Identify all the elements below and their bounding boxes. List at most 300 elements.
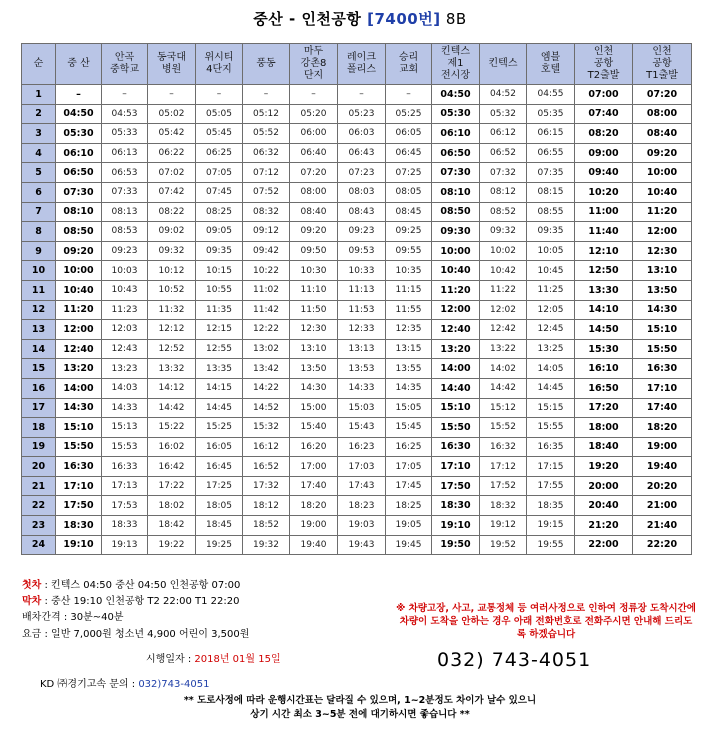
table-cell: 17:13	[102, 476, 148, 496]
table-cell: 06:55	[527, 143, 575, 163]
table-cell: 11:10	[290, 280, 338, 300]
table-cell: 06:25	[196, 143, 243, 163]
table-cell: 07:40	[575, 104, 633, 124]
table-row	[22, 339, 692, 359]
table-row	[22, 124, 692, 144]
table-cell: 11:13	[338, 280, 386, 300]
table-cell: 14:40	[432, 378, 480, 398]
table-cell: 07:30	[56, 182, 102, 202]
table-cell: 07:52	[243, 182, 290, 202]
row-number: 24	[22, 535, 56, 555]
table-cell: 08:32	[243, 202, 290, 222]
table-cell: 17:53	[102, 496, 148, 516]
table-cell: 09:25	[386, 222, 432, 242]
column-header: 순	[22, 44, 56, 85]
row-number: 15	[22, 359, 56, 379]
table-cell: 06:22	[148, 143, 196, 163]
table-cell: 14:30	[633, 300, 692, 320]
table-cell: 17:05	[386, 457, 432, 477]
table-row	[22, 457, 692, 477]
table-cell: 16:25	[386, 437, 432, 457]
table-cell: 16:05	[196, 437, 243, 457]
row-number: 9	[22, 241, 56, 261]
table-cell: 06:50	[56, 163, 102, 183]
table-cell: 11:50	[290, 300, 338, 320]
table-cell: 10:43	[102, 280, 148, 300]
table-cell: 18:00	[575, 418, 633, 438]
last-bus-text: : 중산 19:10 인천공항 T2 22:00 T1 22:20	[41, 596, 240, 607]
table-cell: 06:40	[290, 143, 338, 163]
table-cell: 07:45	[196, 182, 243, 202]
table-cell: 18:30	[432, 496, 480, 516]
table-cell: 07:05	[196, 163, 243, 183]
table-cell: 15:22	[148, 418, 196, 438]
table-cell: 05:25	[386, 104, 432, 124]
table-cell: 11:20	[56, 300, 102, 320]
table-cell: 13:20	[56, 359, 102, 379]
table-cell: 09:23	[338, 222, 386, 242]
table-cell: 06:52	[480, 143, 527, 163]
table-row	[22, 182, 692, 202]
table-cell: 17:15	[527, 457, 575, 477]
table-cell: 06:43	[338, 143, 386, 163]
table-cell: 14:03	[102, 378, 148, 398]
table-cell: 10:40	[633, 182, 692, 202]
column-header: 풍동	[243, 44, 290, 85]
table-cell: 17:40	[633, 398, 692, 418]
table-cell: 12:42	[480, 320, 527, 340]
table-cell: 14:30	[56, 398, 102, 418]
kd-phone: 032)743-4051	[138, 679, 210, 690]
table-cell: 04:50	[432, 85, 480, 105]
table-cell: 16:30	[633, 359, 692, 379]
table-cell: 18:30	[56, 516, 102, 536]
table-cell: 13:50	[290, 359, 338, 379]
table-cell: 05:12	[243, 104, 290, 124]
table-cell: 10:30	[290, 261, 338, 281]
table-cell: 19:22	[148, 535, 196, 555]
table-row	[22, 496, 692, 516]
table-cell: 09:02	[148, 222, 196, 242]
footer-line-2: 상기 시간 최소 3~5분 전에 대기하시면 좋습니다 **	[250, 709, 470, 720]
row-number: 6	[22, 182, 56, 202]
table-cell: 15:45	[386, 418, 432, 438]
table-cell: 09:35	[527, 222, 575, 242]
table-cell: 07:33	[102, 182, 148, 202]
row-number: 12	[22, 300, 56, 320]
table-cell: 18:32	[480, 496, 527, 516]
table-cell: 07:12	[243, 163, 290, 183]
table-cell: 06:12	[480, 124, 527, 144]
table-row	[22, 535, 692, 555]
table-cell: 18:35	[527, 496, 575, 516]
table-cell: 17:10	[633, 378, 692, 398]
column-header: 킨텍스 제1 전시장	[432, 44, 480, 85]
column-header: 중 산	[56, 44, 102, 85]
phone-number: 032) 743-4051	[437, 649, 592, 671]
first-bus-info	[22, 576, 240, 591]
table-cell: 08:52	[480, 202, 527, 222]
table-cell: 19:43	[338, 535, 386, 555]
table-cell: 09:42	[243, 241, 290, 261]
table-cell: 10:40	[56, 280, 102, 300]
table-cell: 06:03	[338, 124, 386, 144]
table-cell: 12:33	[338, 320, 386, 340]
table-cell: 19:20	[575, 457, 633, 477]
table-cell: 19:25	[196, 535, 243, 555]
table-cell: 07:23	[338, 163, 386, 183]
table-cell: 11:15	[386, 280, 432, 300]
table-cell: 12:43	[102, 339, 148, 359]
table-cell: 15:32	[243, 418, 290, 438]
table-cell: 17:40	[290, 476, 338, 496]
table-cell: 11:42	[243, 300, 290, 320]
table-cell: 14:35	[386, 378, 432, 398]
table-cell: 12:40	[56, 339, 102, 359]
table-cell: –	[148, 85, 196, 105]
start-date-value: 2018년 01월 15일	[194, 654, 281, 665]
table-cell: 16:10	[575, 359, 633, 379]
table-cell: 12:22	[243, 320, 290, 340]
table-cell: 18:20	[290, 496, 338, 516]
timetable	[21, 43, 692, 555]
table-cell: 16:35	[527, 437, 575, 457]
table-cell: 05:30	[432, 104, 480, 124]
table-cell: 08:00	[290, 182, 338, 202]
table-cell: 15:03	[338, 398, 386, 418]
table-cell: 15:25	[196, 418, 243, 438]
table-cell: 06:10	[432, 124, 480, 144]
table-cell: 08:13	[102, 202, 148, 222]
table-cell: 06:45	[386, 143, 432, 163]
table-cell: 07:20	[633, 85, 692, 105]
row-number: 7	[22, 202, 56, 222]
row-number: 3	[22, 124, 56, 144]
table-cell: 05:52	[243, 124, 290, 144]
table-cell: 14:33	[102, 398, 148, 418]
table-cell: 13:50	[633, 280, 692, 300]
table-cell: 09:12	[243, 222, 290, 242]
table-cell: 09:50	[290, 241, 338, 261]
table-cell: 16:20	[290, 437, 338, 457]
table-cell: 09:55	[386, 241, 432, 261]
table-cell: –	[290, 85, 338, 105]
table-cell: 10:20	[575, 182, 633, 202]
table-cell: 17:55	[527, 476, 575, 496]
table-cell: 11:00	[575, 202, 633, 222]
table-row	[22, 398, 692, 418]
table-cell: 16:02	[148, 437, 196, 457]
table-cell: 19:10	[56, 535, 102, 555]
table-row	[22, 261, 692, 281]
title-suffix: 8B	[440, 10, 467, 28]
column-header: 승리 교회	[386, 44, 432, 85]
table-cell: 21:20	[575, 516, 633, 536]
table-cell: 09:53	[338, 241, 386, 261]
table-cell: 19:40	[633, 457, 692, 477]
table-cell: 16:12	[243, 437, 290, 457]
table-cell: 15:00	[290, 398, 338, 418]
table-cell: 04:52	[480, 85, 527, 105]
table-row	[22, 476, 692, 496]
table-cell: 06:32	[243, 143, 290, 163]
table-cell: 06:50	[432, 143, 480, 163]
table-cell: 12:02	[480, 300, 527, 320]
table-cell: 15:10	[56, 418, 102, 438]
table-cell: 18:25	[386, 496, 432, 516]
row-number: 2	[22, 104, 56, 124]
first-bus-text: : 킨텍스 04:50 중산 04:50 인천공항 07:00	[41, 580, 241, 591]
table-row	[22, 359, 692, 379]
table-cell: 08:53	[102, 222, 148, 242]
row-number: 8	[22, 222, 56, 242]
row-number: 20	[22, 457, 56, 477]
row-number: 17	[22, 398, 56, 418]
table-cell: 15:50	[56, 437, 102, 457]
table-cell: 10:40	[432, 261, 480, 281]
table-cell: 14:02	[480, 359, 527, 379]
row-number: 1	[22, 85, 56, 105]
table-cell: 17:12	[480, 457, 527, 477]
table-cell: 08:50	[432, 202, 480, 222]
start-date	[146, 650, 281, 665]
table-cell: 19:45	[386, 535, 432, 555]
table-cell: 11:22	[480, 280, 527, 300]
row-number: 11	[22, 280, 56, 300]
table-row	[22, 516, 692, 536]
table-cell: 21:00	[633, 496, 692, 516]
table-cell: 05:45	[196, 124, 243, 144]
table-cell: 20:00	[575, 476, 633, 496]
table-cell: 13:32	[148, 359, 196, 379]
table-cell: 18:23	[338, 496, 386, 516]
table-cell: 13:30	[575, 280, 633, 300]
table-cell: 14:22	[243, 378, 290, 398]
table-row	[22, 143, 692, 163]
table-cell: 13:53	[338, 359, 386, 379]
table-cell: 08:20	[575, 124, 633, 144]
table-cell: 15:12	[480, 398, 527, 418]
table-cell: 09:35	[196, 241, 243, 261]
table-cell: 13:10	[290, 339, 338, 359]
table-cell: 17:10	[432, 457, 480, 477]
page-title	[0, 8, 720, 29]
table-cell: 09:40	[575, 163, 633, 183]
table-cell: 11:02	[243, 280, 290, 300]
column-header: 위시티 4단지	[196, 44, 243, 85]
table-cell: 17:20	[575, 398, 633, 418]
table-cell: 16:45	[196, 457, 243, 477]
title-main: 중산 - 인천공항	[253, 10, 368, 28]
table-cell: 15:53	[102, 437, 148, 457]
column-header: 안곡 중학교	[102, 44, 148, 85]
row-number: 14	[22, 339, 56, 359]
table-cell: 05:02	[148, 104, 196, 124]
table-cell: 04:53	[102, 104, 148, 124]
last-bus-label: 막차	[22, 596, 42, 607]
table-cell: 13:20	[432, 339, 480, 359]
table-cell: 06:15	[527, 124, 575, 144]
table-cell: 14:42	[480, 378, 527, 398]
table-cell: 10:35	[386, 261, 432, 281]
table-cell: 08:00	[633, 104, 692, 124]
table-cell: 08:10	[432, 182, 480, 202]
table-row	[22, 241, 692, 261]
table-cell: 09:32	[480, 222, 527, 242]
table-row	[22, 378, 692, 398]
table-cell: 18:40	[575, 437, 633, 457]
table-cell: 09:20	[633, 143, 692, 163]
table-cell: 13:23	[102, 359, 148, 379]
table-cell: 12:35	[386, 320, 432, 340]
table-cell: 12:50	[575, 261, 633, 281]
table-cell: 07:02	[148, 163, 196, 183]
table-cell: 08:15	[527, 182, 575, 202]
table-cell: 10:15	[196, 261, 243, 281]
table-cell: 19:00	[290, 516, 338, 536]
table-cell: 12:30	[633, 241, 692, 261]
table-cell: 11:35	[196, 300, 243, 320]
start-date-label: 시행일자 :	[146, 654, 195, 665]
table-cell: 19:15	[527, 516, 575, 536]
delay-notice: ※ 차량고장, 사고, 교통정체 등 여러사정으로 인하여 정류장 도착시간에 차량이 도착을 안하는 경우 아래 전화번호로 전화주시면 안내해 드리도록 하겠습니다	[396, 603, 696, 640]
table-cell: 16:42	[148, 457, 196, 477]
table-cell: 14:42	[148, 398, 196, 418]
table-cell: 17:52	[480, 476, 527, 496]
table-cell: 19:32	[243, 535, 290, 555]
table-cell: 17:22	[148, 476, 196, 496]
table-cell: –	[102, 85, 148, 105]
table-cell: 09:30	[432, 222, 480, 242]
table-cell: 11:25	[527, 280, 575, 300]
table-cell: 20:20	[633, 476, 692, 496]
table-cell: 10:03	[102, 261, 148, 281]
table-cell: –	[196, 85, 243, 105]
table-cell: 09:00	[575, 143, 633, 163]
table-cell: 19:12	[480, 516, 527, 536]
table-cell: 14:45	[527, 378, 575, 398]
table-cell: 10:42	[480, 261, 527, 281]
table-cell: 10:55	[196, 280, 243, 300]
table-cell: 16:52	[243, 457, 290, 477]
table-cell: 17:32	[243, 476, 290, 496]
table-cell: 08:03	[338, 182, 386, 202]
table-cell: 12:10	[575, 241, 633, 261]
table-cell: 06:53	[102, 163, 148, 183]
table-cell: 10:33	[338, 261, 386, 281]
table-cell: 15:43	[338, 418, 386, 438]
table-cell: 05:33	[102, 124, 148, 144]
table-row	[22, 163, 692, 183]
table-cell: 15:52	[480, 418, 527, 438]
table-row	[22, 85, 692, 105]
timetable-body	[22, 85, 692, 555]
table-cell: 08:10	[56, 202, 102, 222]
table-cell: 07:35	[527, 163, 575, 183]
row-number: 10	[22, 261, 56, 281]
table-cell: 12:00	[633, 222, 692, 242]
table-cell: 13:15	[386, 339, 432, 359]
table-cell: 13:02	[243, 339, 290, 359]
table-cell: 16:32	[480, 437, 527, 457]
table-cell: 15:10	[432, 398, 480, 418]
table-row	[22, 280, 692, 300]
column-header: 인천 공항 T1출발	[633, 44, 692, 85]
table-cell: 17:03	[338, 457, 386, 477]
table-cell: 05:23	[338, 104, 386, 124]
table-cell: 11:53	[338, 300, 386, 320]
table-cell: 05:05	[196, 104, 243, 124]
table-cell: –	[243, 85, 290, 105]
table-cell: 05:35	[527, 104, 575, 124]
table-cell: 05:30	[56, 124, 102, 144]
table-cell: 06:10	[56, 143, 102, 163]
table-cell: 18:12	[243, 496, 290, 516]
table-row	[22, 437, 692, 457]
table-cell: 17:50	[56, 496, 102, 516]
table-cell: 15:55	[527, 418, 575, 438]
table-cell: 15:15	[527, 398, 575, 418]
table-cell: 14:52	[243, 398, 290, 418]
table-cell: 10:00	[432, 241, 480, 261]
table-cell: 15:50	[432, 418, 480, 438]
table-cell: 12:05	[527, 300, 575, 320]
table-cell: 14:15	[196, 378, 243, 398]
table-cell: 10:52	[148, 280, 196, 300]
table-cell: 18:02	[148, 496, 196, 516]
table-cell: 16:30	[432, 437, 480, 457]
table-cell: 14:12	[148, 378, 196, 398]
table-cell: 16:33	[102, 457, 148, 477]
table-cell: 12:45	[527, 320, 575, 340]
kd-label: KD ㈜경기고속 문의 :	[40, 679, 139, 690]
table-cell: 17:25	[196, 476, 243, 496]
column-header: 동국대 병원	[148, 44, 196, 85]
row-number: 18	[22, 418, 56, 438]
table-cell: 08:45	[386, 202, 432, 222]
table-cell: 11:32	[148, 300, 196, 320]
table-cell: 16:30	[56, 457, 102, 477]
table-cell: 09:23	[102, 241, 148, 261]
table-cell: 07:20	[290, 163, 338, 183]
table-cell: –	[56, 85, 102, 105]
table-cell: 19:03	[338, 516, 386, 536]
table-cell: 21:40	[633, 516, 692, 536]
table-cell: 04:50	[56, 104, 102, 124]
table-cell: 13:13	[338, 339, 386, 359]
column-header: 레이크 폴리스	[338, 44, 386, 85]
table-cell: 08:22	[148, 202, 196, 222]
table-cell: 17:00	[290, 457, 338, 477]
table-cell: 16:23	[338, 437, 386, 457]
table-cell: 13:10	[633, 261, 692, 281]
table-cell: 18:05	[196, 496, 243, 516]
table-cell: 18:45	[196, 516, 243, 536]
table-cell: 08:43	[338, 202, 386, 222]
table-cell: 18:42	[148, 516, 196, 536]
table-cell: 22:00	[575, 535, 633, 555]
table-cell: 14:10	[575, 300, 633, 320]
table-cell: 19:10	[432, 516, 480, 536]
table-cell: 11:55	[386, 300, 432, 320]
table-cell: 14:00	[432, 359, 480, 379]
table-cell: 14:30	[290, 378, 338, 398]
table-row	[22, 202, 692, 222]
table-cell: 06:05	[386, 124, 432, 144]
table-cell: 14:05	[527, 359, 575, 379]
row-number: 21	[22, 476, 56, 496]
table-cell: 19:52	[480, 535, 527, 555]
